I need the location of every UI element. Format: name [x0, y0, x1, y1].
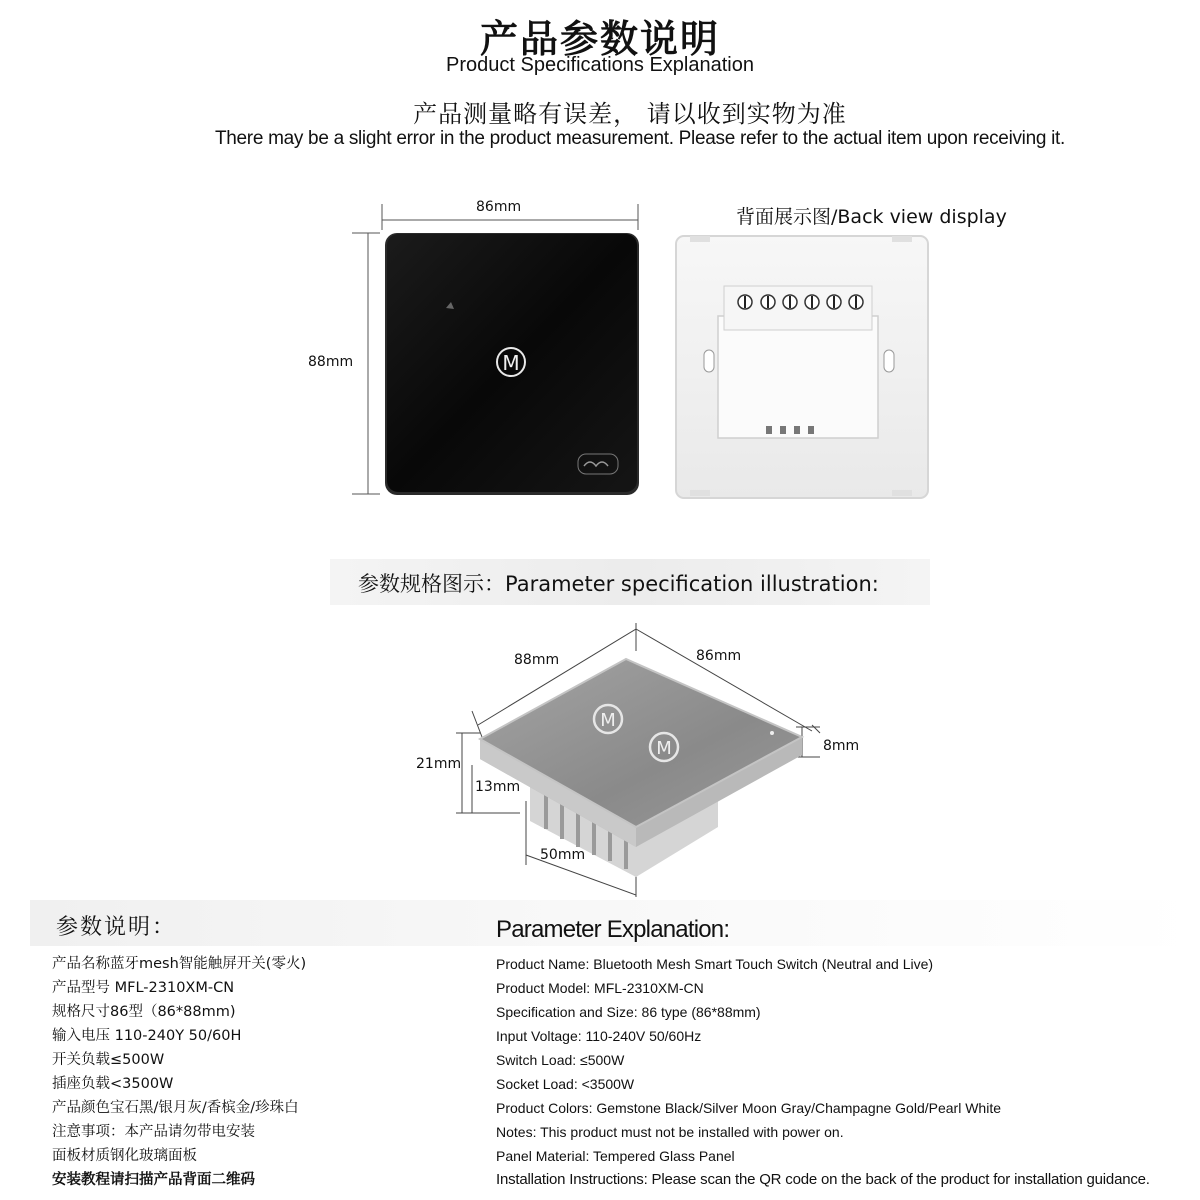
spec-cn-socket-load: 插座负载<3500W [52, 1076, 174, 1092]
illus-dim-86: 86mm [696, 648, 742, 664]
spec-en-notes: Notes: This product must not be installed with power on. [496, 1124, 844, 1140]
illus-dim-13: 13mm [475, 779, 521, 795]
spec-cn-switch-load: 开关负载≤500W [52, 1052, 165, 1068]
spec-en-install: Installation Instructions: Please scan the QR code on the back of the product for installation guidance. [496, 1171, 1150, 1188]
spec-cn-install: 安装教程请扫描产品背面二维码 [52, 1172, 255, 1188]
spec-cn-notes: 注意事项：本产品请勿带电安装 [52, 1124, 255, 1140]
spec-en-voltage: Input Voltage: 110-240V 50/60Hz [496, 1028, 702, 1044]
illustration-heading: 参数规格图示：Parameter specification illustration: [358, 572, 879, 596]
spec-cn-model: 产品型号 MFL-2310XM-CN [52, 980, 235, 996]
illus-dim-88: 88mm [514, 652, 560, 668]
m-button-2-letter: M [656, 738, 672, 759]
front-width-label: 86mm [476, 199, 522, 215]
specs-list-cn [52, 952, 306, 1192]
back-view-panel [670, 230, 940, 505]
measurement-note-en: There may be a slight error in the product measurement. Please refer to the actual item upon receiving it. [214, 128, 1066, 149]
spec-cn-size: 规格尺寸86型（86*88mm) [52, 1004, 236, 1020]
spec-cn-material: 面板材质钢化玻璃面板 [52, 1148, 197, 1164]
spec-en-colors: Product Colors: Gemstone Black/Silver Moon Gray/Champagne Gold/Pearl White [496, 1100, 1001, 1116]
illus-dim-50: 50mm [540, 847, 586, 863]
spec-cn-colors: 产品颜色宝石黑/银月灰/香槟金/珍珠白 [52, 1100, 299, 1116]
m-button-1-letter: M [600, 710, 616, 731]
spec-en-material: Panel Material: Tempered Glass Panel [496, 1148, 735, 1164]
illus-dim-8: 8mm [823, 738, 860, 754]
front-view-panel [300, 190, 660, 510]
spec-en-socket-load: Socket Load: <3500W [496, 1076, 635, 1092]
spec-en-model: Product Model: MFL-2310XM-CN [496, 980, 704, 996]
dimension-illustration [400, 615, 880, 905]
front-height-label: 88mm [308, 354, 354, 370]
specs-heading-en: Parameter Explanation: [496, 916, 730, 943]
spec-en-size: Specification and Size: 86 type (86*88mm) [496, 1004, 761, 1020]
illus-dim-21: 21mm [416, 756, 462, 772]
page-title-en: Product Specifications Explanation [446, 54, 754, 76]
m-button-letter: M [502, 351, 520, 375]
specs-list-en [496, 952, 1150, 1192]
back-view-label: 背面展示图/Back view display [736, 206, 1007, 228]
measurement-note-cn: 产品测量略有误差， 请以收到实物为准 [413, 100, 847, 128]
spec-cn-product-name: 产品名称蓝牙mesh智能触屏开关(零火) [52, 956, 307, 972]
page-title-cn: 产品参数说明 [479, 17, 720, 61]
specs-heading-cn: 参数说明： [56, 915, 177, 940]
spec-cn-voltage: 输入电压 110-240Y 50/60H [52, 1028, 242, 1044]
illustration-heading-band [330, 559, 930, 605]
spec-en-product-name: Product Name: Bluetooth Mesh Smart Touch Switch (Neutral and Live) [496, 956, 934, 972]
spec-en-switch-load: Switch Load: ≤500W [496, 1052, 625, 1068]
